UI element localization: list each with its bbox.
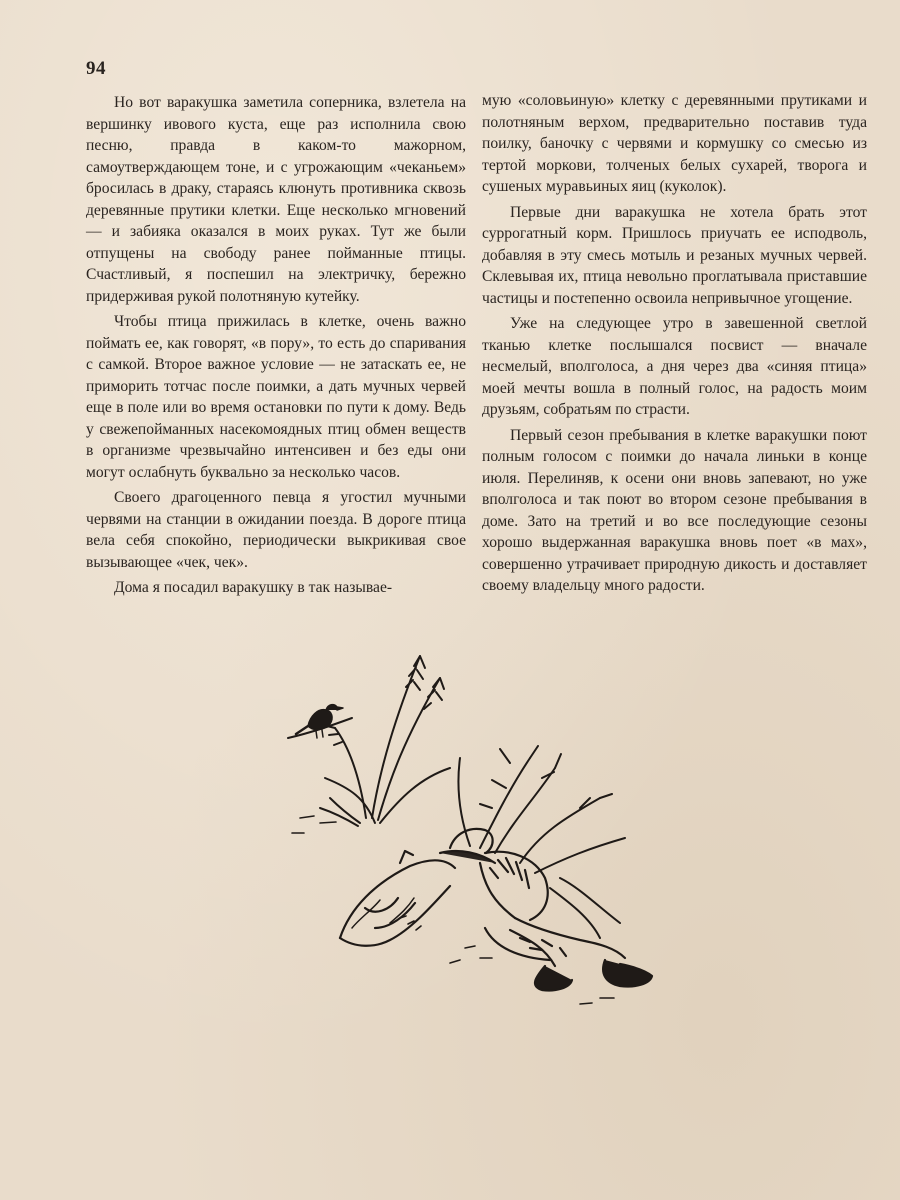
right-text-column: [482, 90, 867, 601]
bird-illustration: [288, 705, 352, 738]
paragraph: Своего драгоценного певца я угостил мучными червями на станции в ожидании поезда. В дороге птица вела себя спокойно, периодически выкрикивая свое вызывающее «чек, чек».: [86, 489, 466, 571]
man-illustration: [440, 829, 652, 991]
paragraph: Уже на следующее утро в завешенной светлой тканью клетке послышался посвист — вначале несмелый, вполголоса, а дня через два «синяя птица» моей мечты вошла в полный голос, на радость моим друзьям, собратьям по страсти.: [482, 315, 867, 418]
reeds-illustration: [320, 656, 450, 826]
ground-marks-illustration: [292, 816, 614, 1004]
paragraph: Дома я посадил варакушку в так называе-: [114, 579, 393, 596]
ink-illustration-bird-catcher: [280, 648, 660, 1028]
paragraph: Первые дни варакушка не хотела брать этот суррогатный корм. Пришлось приучать ее исподволь, добавляя в эту смесь мотыль и резаных мучных червей. Склевывая их, птица невольно проглатывала приставшие частицы и постепенно освоила непривычное угощение.: [482, 203, 867, 307]
left-text-column: [86, 92, 466, 603]
paragraph: Чтобы птица прижилась в клетке, очень важно поймать ее, как говорят, «в пору», то есть до спаривания с самкой. Второе важное условие — не затаскать ее, не приморить тотчас после поимки, а дать мучных червей еще в поле или во время остановки по пути к дому. Ведь у свежепойманных насекомоядных птиц обмен веществ в организме чрезвычайно интенсивен и без еды они могут ослабнуть буквально за несколько часов.: [86, 313, 466, 481]
page-number: 94: [86, 58, 106, 79]
paragraph: мую «соловьиную» клетку с деревянными прутиками и полотняным верхом, предварительно поставив туда поилку, баночку с червями и кормушку со смесью из тертой моркови, толченых белых сухарей, творога и сушеных муравьиных яиц (куколок).: [482, 92, 867, 195]
paragraph: Первый сезон пребывания в клетке варакушки поют полным голосом с поимки до начала линьки в конце июля. Перелиняв, к осени они вновь запевают, но уже вполголоса и так поют во втором сезоне пребывания в доме. Зато на третий и во все последующие сезоны хорошо выдержанная варакушка вновь поет «в мах», совершенно утрачивает природную дикость и доставляет своему владельцу много радости.: [482, 426, 867, 594]
paragraph: Но вот варакушка заметила соперника, взлетела на вершинку ивового куста, еще раз исполнила свою песню, правда в каком-то мажорном, самоутверждающем тоне, и с угрожающим «чеканьем» бросилась в драку, стараясь клюнуть противника сквозь деревянные прутики клетки. Еще несколько мгновений — и забияка оказался в моих руках. Тут же были отпущены на свободу ранее пойманные птицы. Счастливый, я поспешил на электричку, бережно придерживая рукой полотняную кутейку.: [86, 94, 466, 305]
stump-illustration: [340, 851, 455, 946]
